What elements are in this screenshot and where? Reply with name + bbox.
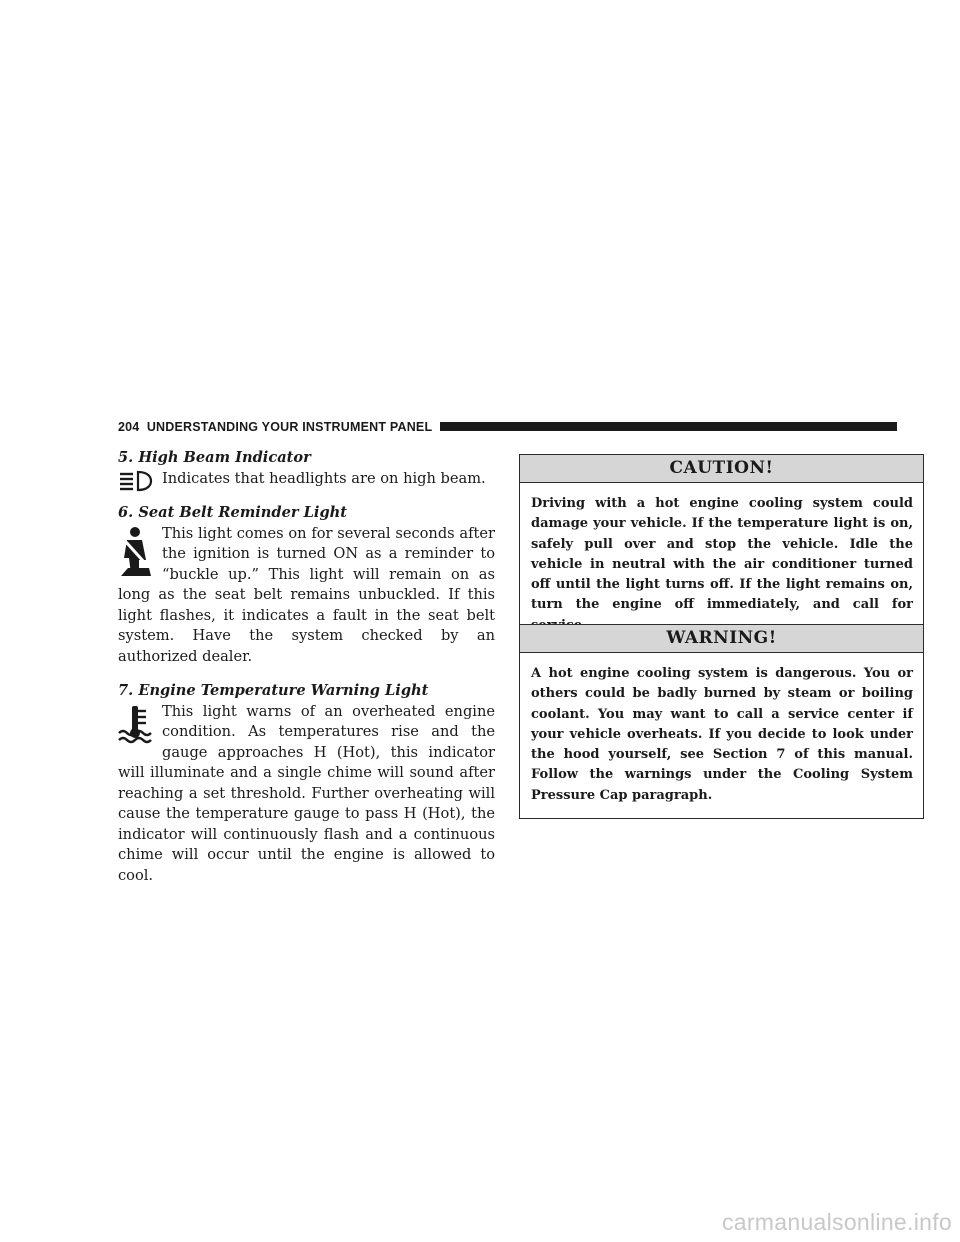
item-body xyxy=(118,524,495,668)
warning-heading: WARNING! xyxy=(520,625,923,653)
header-rule xyxy=(440,422,897,431)
page-number: 204 xyxy=(118,420,140,434)
engine-temperature-icon xyxy=(118,702,154,756)
item-text: This light comes on for several seconds after the ignition is turned ON as a reminder to “buckle up.” This light will remain on as long as the seat belt remains unbuckled. If this light flashes, it indicates a fault in the seat belt system. Have the system checked by an authorized dealer. xyxy=(118,524,495,665)
item-seat-belt xyxy=(118,503,495,667)
left-column xyxy=(118,448,495,886)
item-title: 7. Engine Temperature Warning Light xyxy=(118,682,429,699)
caution-text: Driving with a hot engine cooling system could damage your vehicle. If the temperature light is on, safely pull over and stop the vehicle. Idle the vehicle in neutral with the air conditioner turned off until the light turns off. If the light remains on, turn the engine off immediately, and call for xyxy=(531,496,913,613)
item-body xyxy=(118,702,495,887)
item-engine-temperature xyxy=(118,681,495,886)
item-text: Indicates that headlights are on high beam. xyxy=(162,469,486,487)
section-title: UNDERSTANDING YOUR INSTRUMENT PANEL xyxy=(146,420,433,434)
warning-text: A hot engine cooling system is dangerous. You or others could be badly burned by steam or boiling coolant. You may want to call a service center if your vehicle overheats. If you decide to look under the hood yourself, see Section 7 of this manual. Follow the warnings under the Cooling System Pressure Cap paragraph. xyxy=(531,666,913,803)
item-high-beam xyxy=(118,448,495,489)
page-header xyxy=(118,420,897,440)
high-beam-icon xyxy=(118,469,154,493)
caution-heading: CAUTION! xyxy=(520,455,923,483)
item-title: 5. High Beam Indicator xyxy=(118,449,311,466)
warning-box xyxy=(519,624,924,819)
seat-belt-icon xyxy=(118,524,154,578)
item-text: This light warns of an overheated engine condition. As temperatures rise and the gauge approaches H (Hot), this indicator will illuminate and a single chime will sound after reaching a set threshold. Further overheating will cause the temperature gauge to pass H (Hot), the indicator will continuously flash and a continuous chime will occur until the engine is allowed to cool. xyxy=(118,702,495,884)
item-title: 6. Seat Belt Reminder Light xyxy=(118,504,348,521)
header-label xyxy=(118,420,432,434)
item-body xyxy=(118,469,495,490)
caution-box xyxy=(519,454,924,649)
watermark: carmanualsonline.info xyxy=(721,1209,952,1235)
